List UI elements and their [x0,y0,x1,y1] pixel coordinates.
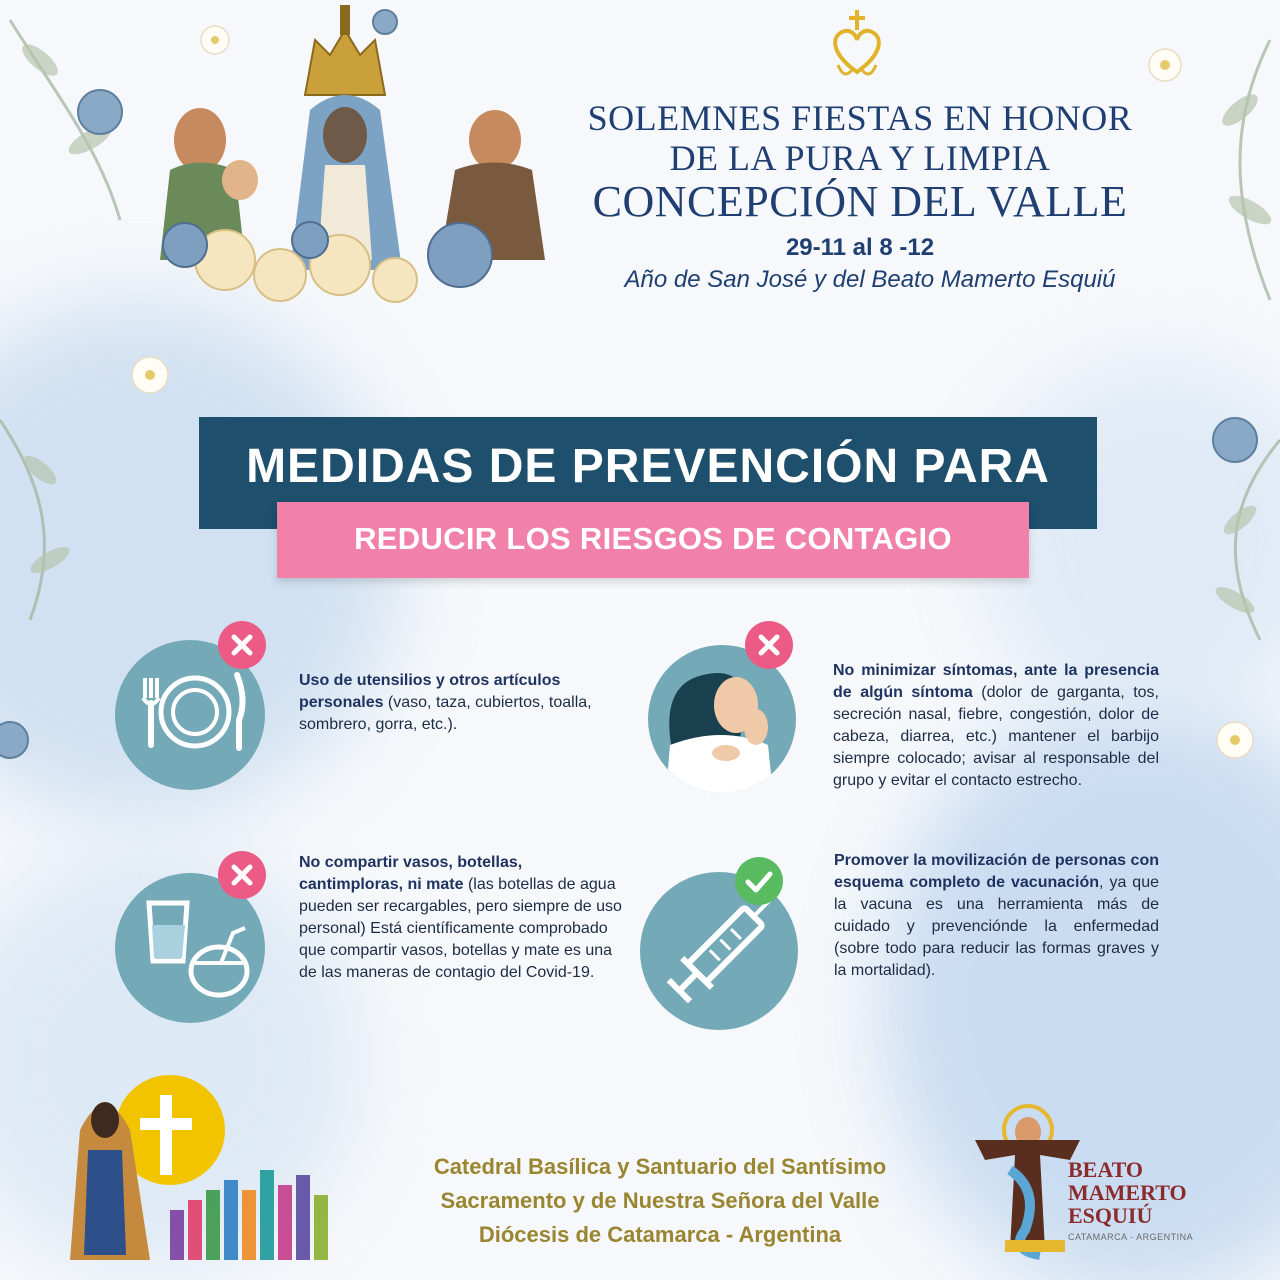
header-title [560,100,1160,224]
item-1-bold: Uso de utensilios y otros artículos personales [299,672,561,711]
beato-logo-subtitle: CATAMARCA - ARGENTINA [1068,1232,1194,1242]
item-4-rest: , ya que la vacuna es una herramienta más de cuidado y prevenciónde la enfermedad (sobre todo para reducir las formas graves y la mortalidad). [834,874,1159,979]
x-badge-icon [218,621,266,669]
banner-sub-text: REDUCIR LOS RIESGOS DE CONTAGIO [354,521,952,556]
beato-line3: ESQUIÚ [1068,1203,1153,1228]
x-badge-icon [745,621,793,669]
item-4-bold: Promover la movilización de personas con esquema completo de vacunación [834,852,1159,891]
footer-institution [360,1150,960,1252]
banner-sub [277,502,1029,578]
item-2-rest: (dolor de garganta, tos, secreción nasal, fiebre, congestión, dolor de cabeza, diarrea, etc.) mantener el barbijo siempre colocado; avisar al responsable del grupo y evitar el contacto estrecho. [833,684,1159,789]
footer-line1: Catedral Basílica y Santuario del Santísimo [433,1154,887,1179]
item-3-bold: No compartir vasos, botellas, cantimploras, ni mate [299,854,523,893]
header-title-line1: SOLEMNES FIESTAS EN HONOR [587,98,1133,138]
item-3-rest: (las botellas de agua pueden ser recargables, pero siempre de uso personal) Está científicamente comprobado que compartir vasos, botellas y mate es una de las maneras de contagio del Covid-19. [299,876,622,981]
beato-logo-text [1068,1158,1187,1227]
banner-main-text: MEDIDAS DE PREVENCIÓN PARA [246,440,1050,493]
statues-image [140,0,560,320]
footer-line2: Sacramento y de Nuestra Señora del Valle [440,1188,880,1213]
beato-logo-figure [970,1100,1080,1260]
item-2-text [833,660,1159,792]
emblem-icon [828,10,888,84]
event-dates: 29-11 al 8 -12 [785,234,935,261]
item-1-rest: (vaso, taza, cubiertos, toalla, sombrero, gorra, etc.). [299,694,592,733]
header-title-line2: DE LA PURA Y LIMPIA [669,138,1051,178]
x-badge-icon [218,851,266,899]
item-1-text [299,670,599,736]
footer-line3: Diócesis de Catamarca - Argentina [478,1222,842,1247]
item-3-text [299,852,624,984]
item-4-text [834,850,1159,982]
check-badge-icon [735,857,783,905]
beato-line1: BEATO [1068,1157,1143,1182]
cathedral-logo [60,1070,360,1265]
item-2-bold: No minimizar síntomas, ante la presencia de algún síntoma [833,662,1159,701]
header-title-line3: CONCEPCIÓN DEL VALLE [592,177,1128,226]
year-dedication: Año de San José y del Beato Mamerto Esquiú [624,266,1116,293]
beato-line2: MAMERTO [1068,1180,1187,1205]
